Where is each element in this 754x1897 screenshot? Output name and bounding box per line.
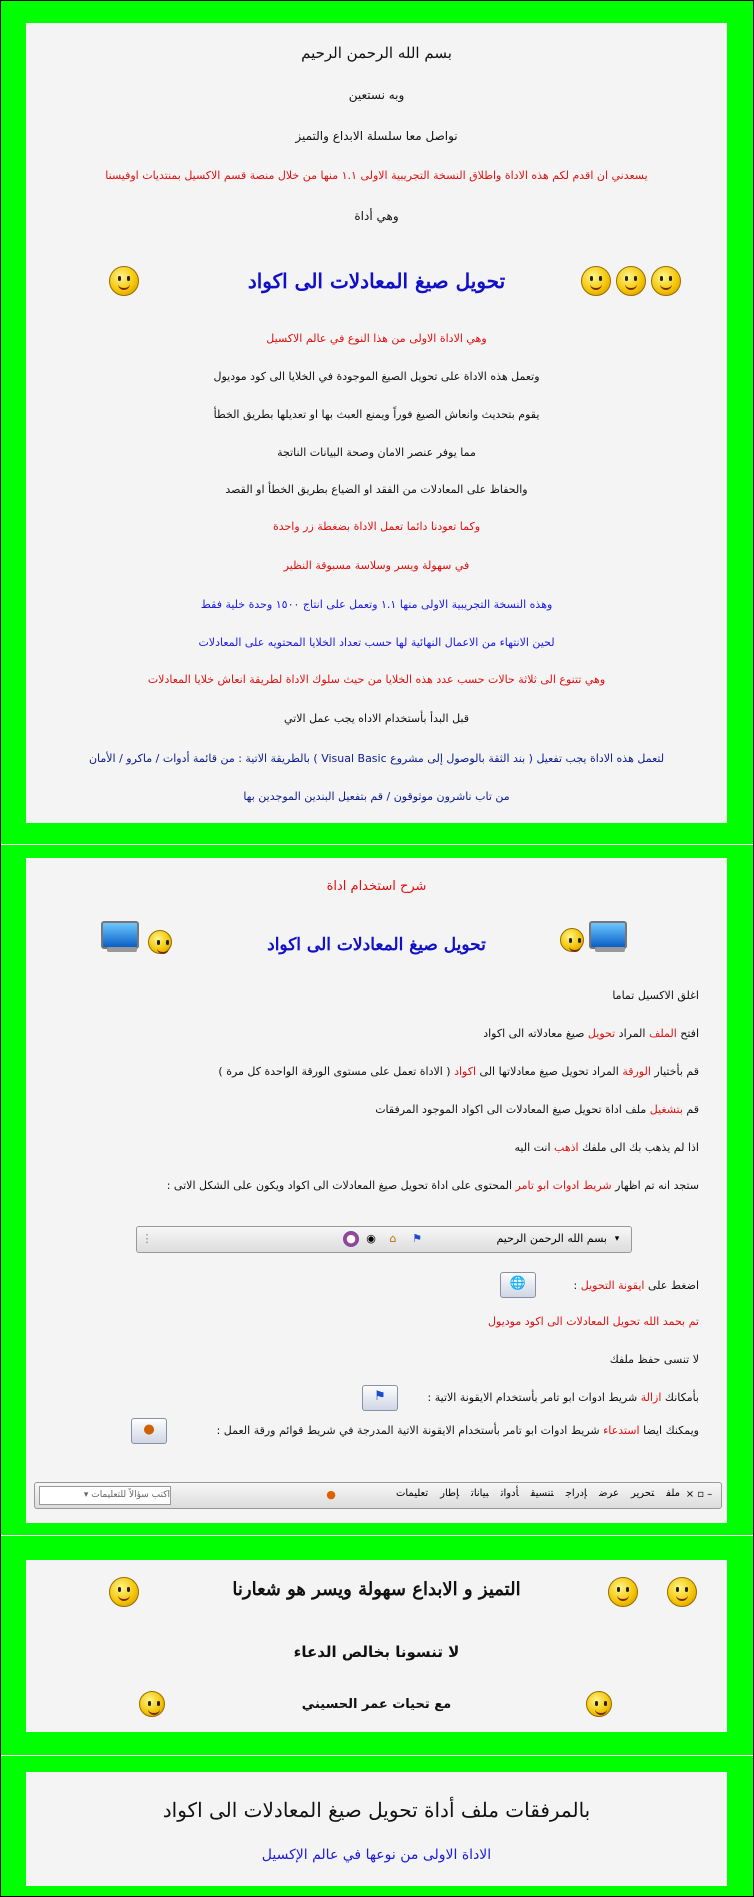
grip-handle-icon[interactable]: ⋮ (141, 1232, 153, 1245)
menu-item[interactable]: إدراج (565, 1488, 587, 1499)
menu-item[interactable]: إطار (440, 1488, 460, 1499)
dropdown-arrow-icon[interactable]: ▾ (614, 1234, 620, 1244)
continue-text: نواصل معا سلسلة الابداع والتميز (295, 129, 458, 143)
first-tool-line: الاداة الاولى من نوعها في عالم الإكسيل (261, 1847, 492, 1863)
intro-line: وهي الاداة الاولى من هذا النوع في عالم الاكسيل (266, 332, 487, 345)
intro-line: وهذه النسخة التجريبية الاولى منها ١.١ وتعمل على انتاج ١٥٠٠ وحدة خلية فقط (200, 598, 553, 611)
intro-panel (1, 1, 753, 844)
step-close-excel: اغلق الاكسيل تماما (612, 989, 699, 1002)
attachment-line: بالمرفقات ملف أداة تحويل صيغ المعادلات الى اكواد (162, 1798, 591, 1822)
intro-line: مما يوفر عنصر الامان وصحة البيانات الناتجة (277, 446, 476, 459)
intro-line: لحين الانتهاء من الاعمال النهائية لها حسب تعداد الخلايا المحتويه على المعادلات (198, 636, 555, 649)
intro-line: وكما تعودنا دائما تعمل الاداة بضغطة زر واحدة (272, 520, 481, 533)
explain-heading: شرح استخدام اداة (326, 879, 427, 894)
excel-menu-bar (34, 1482, 722, 1509)
menu-item[interactable]: تعليمات (395, 1488, 429, 1499)
convert-icon[interactable]: ● (343, 1231, 359, 1247)
menu-item[interactable]: بيانات (471, 1488, 489, 1499)
tool-is-text: وهي أداة (354, 209, 399, 223)
save-reminder: لا تنسى حفظ ملفك (609, 1353, 699, 1366)
smiley-icon (608, 1577, 638, 1607)
cheering-smiley-icon (616, 266, 646, 296)
help-bulb-icon[interactable]: ● (326, 1488, 336, 1501)
wabihi-text: وبه نستعين (348, 88, 405, 102)
remove-toolbar-icon[interactable]: ⚑ (362, 1385, 398, 1411)
eye-icon[interactable]: ◉ (366, 1232, 376, 1245)
window-controls-icon[interactable]: × ▫ – (685, 1489, 713, 1500)
menu-item[interactable]: ملف (666, 1488, 680, 1499)
tongue-smiley-icon (667, 1577, 697, 1607)
slogan-panel (1, 1536, 753, 1755)
slogan-line: التميز و الابداع سهولة ويسر هو شعارنا (232, 1579, 521, 1600)
intro-line: لتعمل هذه الاداة يجب تفعيل ( بند الثقة بالوصول إلى مشروع Visual Basic ) بالطريقة الاتية : من قائمة أدوات / ماكرو / الأمان (88, 752, 665, 765)
intro-line: من تاب ناشرون موثوقون / قم بتفعيل البندين الموجدين بها (243, 790, 510, 803)
done-text: تم بحمد الله تحويل المعادلات الى اكود موديول (488, 1315, 699, 1328)
menu-item[interactable]: تنسيق (530, 1488, 554, 1499)
signature-line: مع تحيات عمر الحسيني (301, 1697, 452, 1712)
announce-text: يسعدني ان اقدم لكم هذه الاداة واطلاق النسخة التجريبية الاولى ١.١ منها من خلال منصة قسم الاكسيل بمنتديات اوفيسنا (105, 169, 648, 182)
intro-line: قبل البدأ بأستخدام الاداه يجب عمل الاتي (284, 712, 469, 725)
convert-button-icon[interactable]: 🌐 (500, 1272, 536, 1298)
step-choose-sheet: قم بأختيار الورقة المراد تحويل صيغ معادلاتها الى اكواد ( الاداة تعمل على مستوى الورقة الواحدة كل مرة ) (218, 1065, 699, 1078)
menu-items (335, 1488, 680, 1499)
step-toolbar-shown: ستجد انه تم اظهار شريط ادوات ابو تامر المحتوى على اداة تحويل صيغ المعادلات الى اكواد ويكون على الشكل الاتى : (166, 1179, 699, 1192)
intro-line: يقوم بتحديث وانعاش الصيغ فوراً ويمنع العبث بها او تعديلها بطريق الخطأ (213, 408, 540, 421)
smiley-icon (560, 928, 584, 952)
intro-line: وتعمل هذه الاداة على تحويل الصيغ الموجودة في الخلايا الى كود موديول (213, 370, 540, 383)
smiley-icon (586, 1691, 612, 1717)
covering-smiley-icon (651, 266, 681, 296)
flag-icon[interactable]: ⚑ (412, 1232, 422, 1245)
explain-title: تحويل صيغ المعادلات الى اكواد (267, 935, 486, 955)
attachment-panel (1, 1756, 753, 1896)
remove-toolbar-text: بأمكانك ازالة شريط ادوات ابو تامر بأستخدام الايقونة الاتية : (427, 1391, 699, 1404)
basmala: بسم الله الرحمن الرحيم (301, 44, 452, 62)
menu-item[interactable]: أدوات (500, 1488, 519, 1499)
computer-icon (589, 921, 629, 953)
menu-item[interactable]: عرض (598, 1488, 619, 1499)
prayer-line: لا تنسونا بخالص الدعاء (293, 1643, 460, 1661)
step-run-tool: قم بتشغيل ملف اداة تحويل صيغ المعادلات الى اكواد الموجود المرفقات (375, 1103, 699, 1116)
step-go-to-file: اذا لم يذهب بك الى ملفك اذهب انت اليه (514, 1141, 699, 1154)
laughing-smiley-icon (581, 266, 611, 296)
abu-tamer-toolbar (136, 1226, 632, 1253)
intro-line: في سهولة ويسر وسلاسة مسبوقة النظير (283, 559, 470, 572)
step-open-file: افتح الملف المراد تحويل صيغ معادلاته الى اكواد (483, 1027, 699, 1040)
step-press-icon: اضغط على ايقونة التحويل : (573, 1279, 699, 1292)
intro-title: تحويل صيغ المعادلات الى اكواد (247, 269, 506, 293)
basmala-dropdown[interactable]: بسم الله الرحمن الرحيم (496, 1232, 607, 1245)
intro-line: والحفاظ على المعادلات من الفقد او الضياع بطريق الخطأ او القصد (225, 483, 528, 496)
home-icon[interactable]: ⌂ (389, 1232, 397, 1245)
menu-item[interactable]: تحرير (630, 1488, 655, 1499)
intro-line: وهي تتنوع الى ثلاثة حالات حسب عدد هذه الخلايا من حيث سلوك الاداة لطريقة انعاش خلايا المعادلات (147, 673, 606, 686)
explain-panel (1, 845, 753, 1535)
recall-toolbar-icon[interactable]: ● (131, 1418, 167, 1444)
help-search-box[interactable]: اكتب سؤالاً للتعليمات ▾ (39, 1486, 171, 1505)
recall-toolbar-text: ويمكنك ايضا استدعاء شريط ادوات ابو تامر بأستخدام الايقونة الاتية المدرجة في شريط قوائم ورقة العمل : (216, 1424, 699, 1437)
